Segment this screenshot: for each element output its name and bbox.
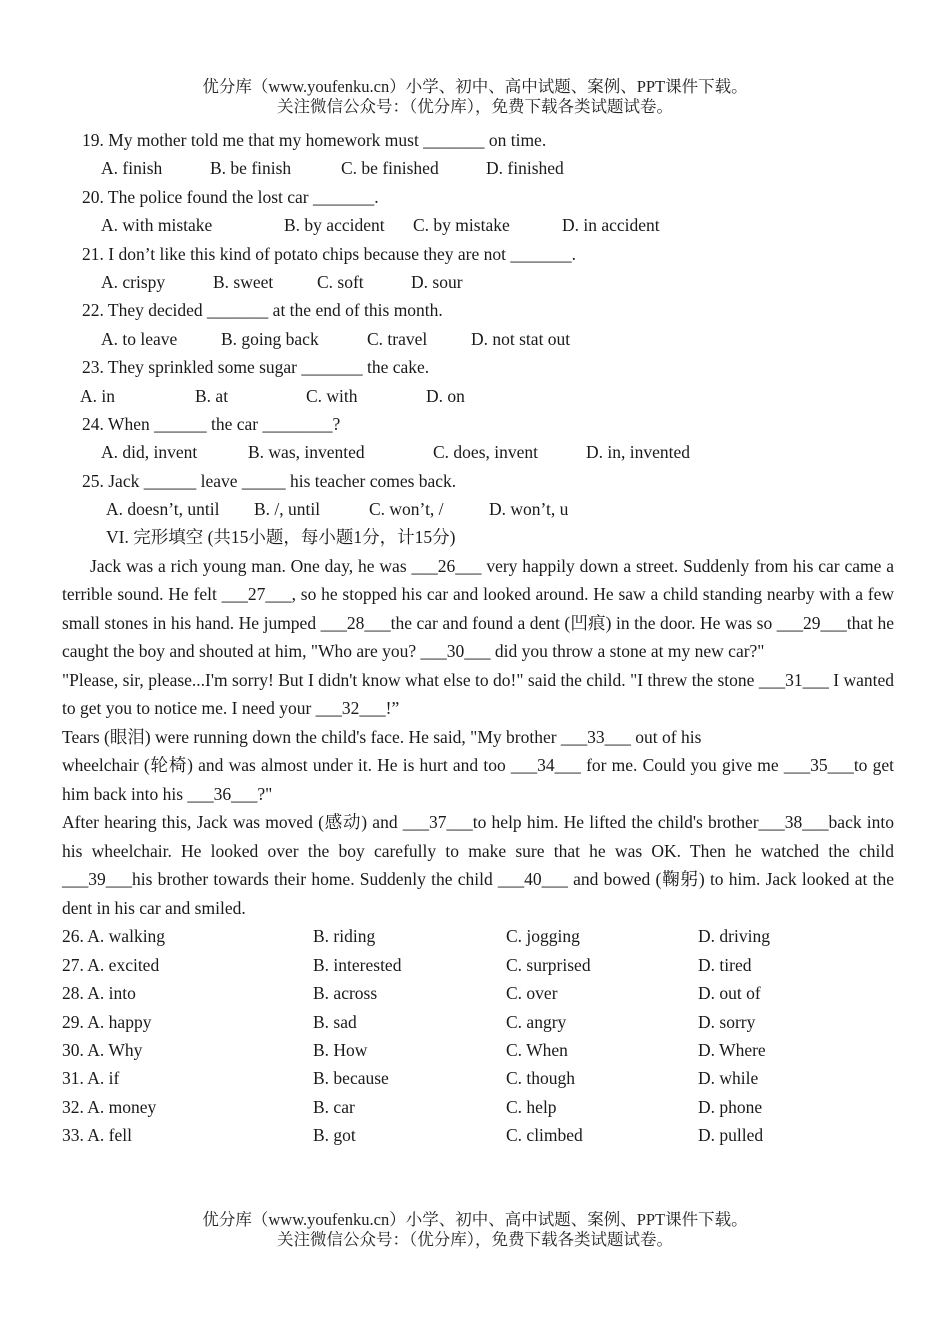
option-row bbox=[62, 268, 894, 296]
option-d: D. won’t, u bbox=[489, 499, 569, 520]
option-d: D. out of bbox=[698, 983, 761, 1004]
option-c: C. does, invent bbox=[433, 442, 538, 463]
option-b: B. interested bbox=[313, 954, 402, 975]
option-d: D. sorry bbox=[698, 1011, 756, 1032]
cloze-option-row bbox=[62, 1093, 894, 1121]
option-a: A. did, invent bbox=[101, 442, 198, 463]
option-d: D. driving bbox=[698, 926, 770, 947]
option-a: 33. A. fell bbox=[62, 1125, 132, 1146]
option-a: A. doesn’t, until bbox=[106, 499, 220, 520]
question-stem: 20. The police found the lost car _______. bbox=[82, 186, 379, 207]
option-b: B. car bbox=[313, 1096, 355, 1117]
passage-paragraph: After hearing this, Jack was moved (感动) and ___37___to help him. He lifted the child's brother___38___back into his wheelchair. He looked over the boy carefully to make sure that he was OK. Then he watched the child ___39___his brother towards their home. Suddenly the child ___40___ and bowed (鞠躬) to him. Jack looked at the dent in his car and smiled. bbox=[62, 812, 894, 918]
option-row bbox=[62, 211, 894, 239]
question-stem: 23. They sprinkled some sugar _______ the cake. bbox=[82, 357, 430, 378]
cloze-option-row bbox=[62, 979, 894, 1007]
option-a: A. with mistake bbox=[101, 215, 213, 236]
cloze-passage bbox=[62, 552, 894, 923]
option-row bbox=[62, 382, 894, 410]
cloze-option-row bbox=[62, 1064, 894, 1092]
option-c: C. by mistake bbox=[413, 215, 510, 236]
exam-content bbox=[62, 126, 894, 1149]
option-b: B. sweet bbox=[213, 271, 274, 292]
cloze-option-row bbox=[62, 1008, 894, 1036]
option-d: D. pulled bbox=[698, 1125, 764, 1146]
option-d: D. on bbox=[426, 385, 465, 406]
option-a: 29. A. happy bbox=[62, 1011, 152, 1032]
question-stem: 19. My mother told me that my homework must _______ on time. bbox=[82, 130, 547, 150]
footer-line-1: 优分库（www.youfenku.cn）小学、初中、高中试题、案例、PPT课件下载。 bbox=[202, 1210, 748, 1229]
option-d: D. while bbox=[698, 1068, 759, 1089]
cloze-option-row bbox=[62, 1121, 894, 1149]
option-row bbox=[62, 438, 894, 466]
option-a: 31. A. if bbox=[62, 1068, 120, 1089]
cloze-option-row bbox=[62, 1036, 894, 1064]
option-d: D. finished bbox=[486, 158, 564, 179]
cloze-option-row bbox=[62, 951, 894, 979]
option-c: C. travel bbox=[367, 328, 428, 349]
option-d: D. in, invented bbox=[586, 442, 691, 463]
option-c: C. When bbox=[506, 1039, 568, 1060]
option-c: C. though bbox=[506, 1068, 576, 1089]
option-a: 27. A. excited bbox=[62, 954, 160, 975]
option-c: C. be finished bbox=[341, 158, 439, 179]
option-a: A. to leave bbox=[101, 328, 178, 349]
option-row bbox=[62, 325, 894, 353]
option-b: B. at bbox=[195, 385, 229, 406]
option-b: B. by accident bbox=[284, 215, 385, 236]
option-c: C. won’t, / bbox=[369, 499, 444, 520]
option-b: B. across bbox=[313, 983, 378, 1004]
option-row bbox=[62, 495, 894, 523]
option-d: D. sour bbox=[411, 271, 463, 292]
option-a: A. in bbox=[80, 385, 115, 406]
passage-paragraph: Jack was a rich young man. One day, he was ___26___ very happily down a street. Suddenly from his car came a terrible sound. He felt ___27___, so he stopped his car and looked around. He saw a child standing nearby with a few small stones in his hand. He jumped ___28___the car and found a dent (凹痕) in the door. He was so ___29___that he caught the boy and shouted at him, "Who are you? ___30___ did you throw a stone at my new car?" bbox=[62, 555, 894, 662]
option-b: B. was, invented bbox=[248, 442, 365, 463]
option-c: C. soft bbox=[317, 271, 364, 292]
option-b: B. because bbox=[313, 1068, 389, 1089]
option-b: B. riding bbox=[313, 926, 376, 947]
option-a: 30. A. Why bbox=[62, 1039, 143, 1060]
question-stem: 24. When ______ the car ________? bbox=[82, 413, 341, 434]
option-d: D. Where bbox=[698, 1039, 766, 1060]
option-row bbox=[62, 154, 894, 182]
passage-paragraph: "Please, sir, please...I'm sorry! But I didn't know what else to do!" said the child. "I threw the stone ___31___ I wanted to get you to notice me. I need your ___32___!” bbox=[62, 669, 894, 719]
option-b: B. /, until bbox=[254, 499, 321, 520]
header-line-1: 优分库（www.youfenku.cn）小学、初中、高中试题、案例、PPT课件下载。 bbox=[202, 77, 748, 96]
option-b: B. be finish bbox=[210, 158, 292, 179]
section-title: VI. 完形填空 (共15小题，每小题1分，计15分) bbox=[106, 527, 456, 548]
option-d: D. not stat out bbox=[471, 328, 571, 349]
option-d: D. in accident bbox=[562, 215, 660, 236]
option-b: B. sad bbox=[313, 1011, 357, 1032]
footer-banner bbox=[0, 1210, 950, 1250]
option-c: C. jogging bbox=[506, 926, 580, 947]
question-stem: 22. They decided _______ at the end of this month. bbox=[82, 300, 443, 321]
option-a: 28. A. into bbox=[62, 983, 136, 1004]
option-a: A. finish bbox=[101, 158, 163, 179]
cloze-option-row bbox=[62, 922, 894, 950]
option-c: C. climbed bbox=[506, 1125, 583, 1146]
option-c: C. surprised bbox=[506, 954, 591, 975]
option-c: C. over bbox=[506, 983, 558, 1004]
option-c: C. angry bbox=[506, 1011, 567, 1032]
option-b: B. going back bbox=[221, 328, 319, 349]
option-c: C. help bbox=[506, 1096, 557, 1117]
question-stem: 25. Jack ______ leave _____ his teacher comes back. bbox=[82, 470, 457, 491]
option-a: A. crispy bbox=[101, 271, 166, 292]
option-c: C. with bbox=[306, 385, 358, 406]
option-a: 26. A. walking bbox=[62, 926, 166, 947]
option-a: 32. A. money bbox=[62, 1096, 157, 1117]
passage-paragraph: Tears (眼泪) were running down the child's face. He said, "My brother ___33___ out of his bbox=[62, 726, 702, 747]
question-stem: 21. I don’t like this kind of potato chips because they are not _______. bbox=[82, 243, 576, 264]
passage-paragraph: wheelchair (轮椅) and was almost under it. He is hurt and too ___34___ for me. Could you give me ___35___to get him back into his ___36___?" bbox=[62, 755, 894, 804]
option-b: B. got bbox=[313, 1125, 356, 1146]
header-banner bbox=[0, 77, 950, 117]
option-d: D. phone bbox=[698, 1096, 763, 1117]
option-d: D. tired bbox=[698, 954, 752, 975]
option-b: B. How bbox=[313, 1039, 368, 1060]
footer-line-2: 关注微信公众号：（优分库），免费下载各类试题试卷。 bbox=[277, 1230, 673, 1249]
header-line-2: 关注微信公众号：（优分库），免费下载各类试题试卷。 bbox=[277, 97, 673, 116]
